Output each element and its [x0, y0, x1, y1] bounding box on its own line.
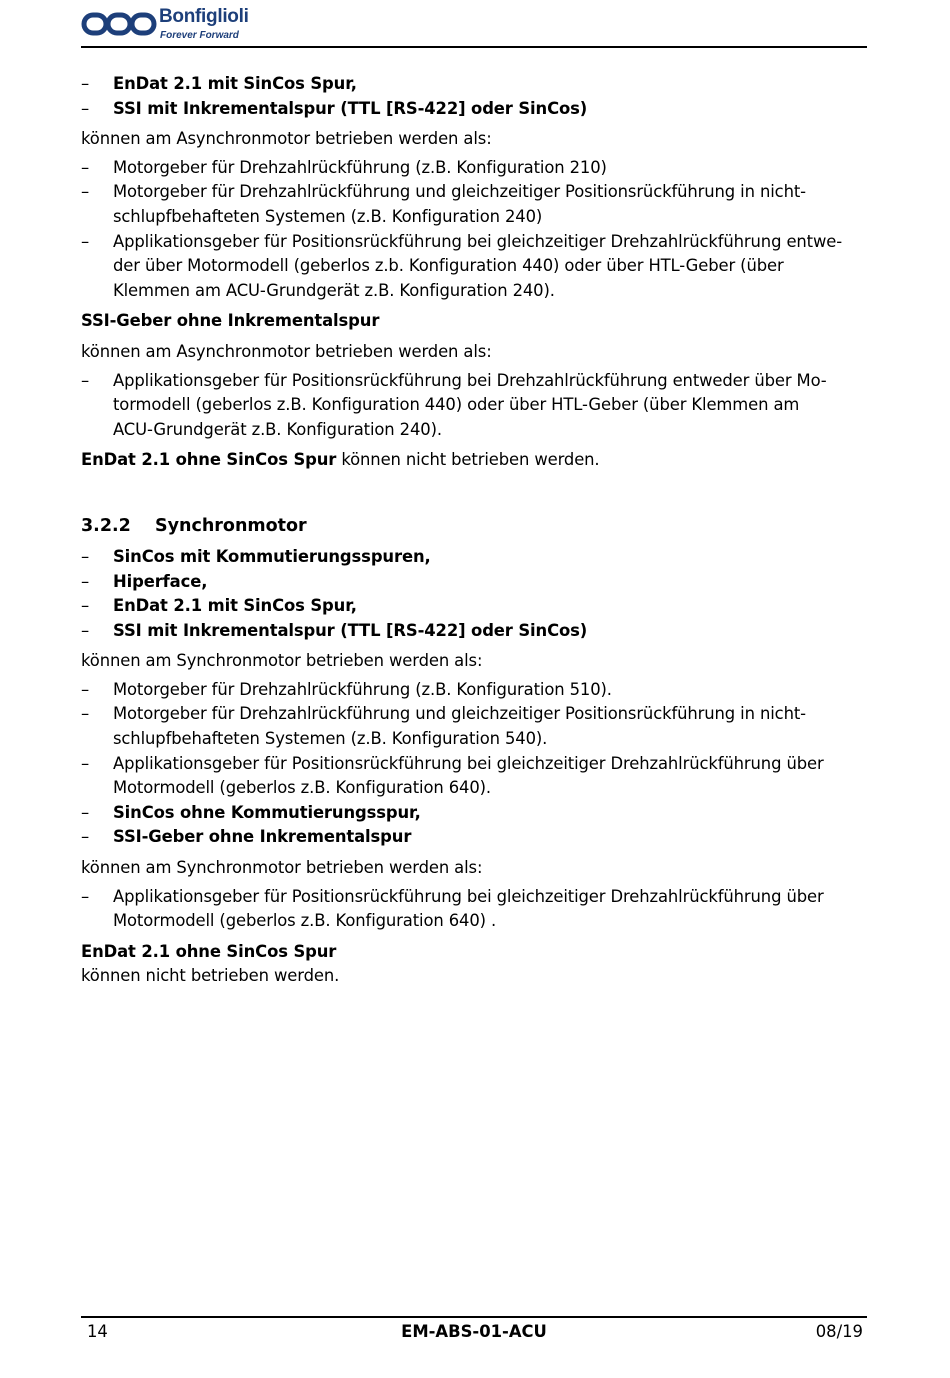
list-item-continuation: Klemmen am ACU-Grundgerät z.B. Konfiguration 240). [113, 280, 555, 300]
page-header [81, 6, 867, 48]
dash-bullet: – [81, 231, 90, 251]
section-synchronmotor [81, 513, 871, 989]
dash-bullet: – [81, 753, 90, 773]
list-item-text: SinCos mit Kommutierungsspuren, [113, 546, 431, 566]
list-item [81, 678, 871, 703]
dash-bullet: – [81, 679, 90, 699]
section-number: 3.2.2 [81, 515, 131, 536]
list-item [81, 752, 871, 777]
dash-bullet: – [81, 74, 90, 93]
document-date: 08/19 [815, 1322, 863, 1341]
dash-bullet: – [81, 827, 90, 847]
dash-bullet: – [81, 620, 90, 640]
dash-bullet: – [81, 802, 90, 822]
list-item-text: EnDat 2.1 mit SinCos Spur, [113, 596, 357, 616]
list-item-text: Motorgeber für Drehzahlrückführung (z.B. Konfiguration 210) [113, 157, 607, 177]
dash-bullet: – [81, 596, 90, 616]
intro-text: können am Synchronmotor betrieben werden als: [81, 651, 483, 671]
encoder-bullet [81, 825, 871, 850]
list-item-text: Motorgeber für Drehzahlrückführung und gleichzeitiger Positionsrückführung in nicht- [113, 704, 806, 724]
document-id: EM-ABS-01-ACU [401, 1322, 547, 1341]
encoder-bullet [81, 619, 871, 644]
list-item-text: SinCos ohne Kommutierungsspur, [113, 802, 421, 822]
list-item [81, 230, 871, 255]
page-number: 14 [87, 1322, 108, 1341]
list-item-text: SSI-Geber ohne Inkrementalspur [113, 827, 412, 847]
bonfiglioli-logo-mark-icon [81, 10, 157, 38]
encoder-bullet [81, 801, 871, 826]
list-item-text: SSI mit Inkrementalspur (TTL [RS-422] oder SinCos) [113, 98, 588, 118]
ssi-heading: SSI-Geber ohne Inkrementalspur [81, 311, 380, 331]
usage-list [81, 678, 871, 801]
page-footer [81, 1316, 867, 1346]
list-item-text: Hiperface, [113, 571, 208, 591]
list-item-continuation: schlupfbehafteten Systemen (z.B. Konfiguration 240) [113, 206, 543, 226]
list-item-continuation: Motormodell (geberlos z.B. Konfiguration 640) . [113, 911, 497, 931]
endat-note-text: können nicht betrieben werden. [81, 966, 340, 986]
list-item-continuation: tormodell (geberlos z.B. Konfiguration 440) oder über HTL-Geber (über Klemmen am [113, 395, 800, 415]
list-item-text: EnDat 2.1 mit SinCos Spur, [113, 74, 357, 93]
dash-bullet: – [81, 182, 90, 202]
list-item-text: Motorgeber für Drehzahlrückführung (z.B. Konfiguration 510). [113, 679, 612, 699]
list-item-continuation: der über Motormodell (geberlos z.b. Konfiguration 440) oder über HTL-Geber (über [113, 256, 784, 276]
list-item-text: Motorgeber für Drehzahlrückführung und gleichzeitiger Positionsrückführung in nicht- [113, 182, 806, 202]
endat-note-text: können nicht betrieben werden. [336, 450, 600, 470]
dash-bullet: – [81, 98, 90, 118]
list-item-text: Applikationsgeber für Positionsrückführung bei Drehzahlrückführung entweder über Mo- [113, 370, 827, 390]
endat-note-bold: EnDat 2.1 ohne SinCos Spur [81, 450, 337, 470]
intro-text: können am Asynchronmotor betrieben werden als: [81, 341, 492, 361]
list-item [81, 156, 871, 181]
encoder-bullet [81, 594, 871, 619]
dash-bullet: – [81, 886, 90, 906]
dash-bullet: – [81, 704, 90, 724]
brand-tagline: Forever Forward [160, 30, 239, 41]
list-item-continuation: schlupfbehafteten Systemen (z.B. Konfiguration 540). [113, 729, 548, 749]
list-item-text: Applikationsgeber für Positionsrückführung bei gleichzeitiger Drehzahlrückführung über [113, 886, 824, 906]
list-item [81, 180, 871, 205]
list-item-continuation: Motormodell (geberlos z.B. Konfiguration 640). [113, 778, 492, 798]
section-heading [81, 513, 871, 539]
list-item [81, 702, 871, 727]
encoder-bullet [81, 72, 871, 97]
endat-note [81, 448, 871, 473]
list-item-text: Applikationsgeber für Positionsrückführung bei gleichzeitiger Drehzahlrückführung entwe- [113, 231, 843, 251]
document-body [81, 72, 871, 989]
intro-text: können am Synchronmotor betrieben werden als: [81, 858, 483, 878]
usage-list [81, 885, 871, 934]
encoder-bullet [81, 545, 871, 570]
section-asynchronmotor [81, 72, 871, 473]
section-title: Synchronmotor [155, 515, 307, 536]
dash-bullet: – [81, 546, 90, 566]
list-item-text: Applikationsgeber für Positionsrückführung bei gleichzeitiger Drehzahlrückführung über [113, 753, 824, 773]
list-item [81, 369, 871, 394]
dash-bullet: – [81, 157, 90, 177]
ssi-usage-list [81, 369, 871, 443]
dash-bullet: – [81, 370, 90, 390]
brand-name: Bonfiglioli [159, 6, 249, 27]
intro-text: können am Asynchronmotor betrieben werden als: [81, 129, 492, 149]
list-item [81, 885, 871, 910]
bonfiglioli-logo [81, 6, 251, 44]
list-item-continuation: ACU-Grundgerät z.B. Konfiguration 240). [113, 419, 442, 439]
dash-bullet: – [81, 571, 90, 591]
list-item-text: SSI mit Inkrementalspur (TTL [RS-422] oder SinCos) [113, 620, 588, 640]
encoder-bullet [81, 570, 871, 595]
encoder-bullet [81, 97, 871, 122]
endat-note-bold: EnDat 2.1 ohne SinCos Spur [81, 941, 337, 961]
usage-list [81, 156, 871, 304]
